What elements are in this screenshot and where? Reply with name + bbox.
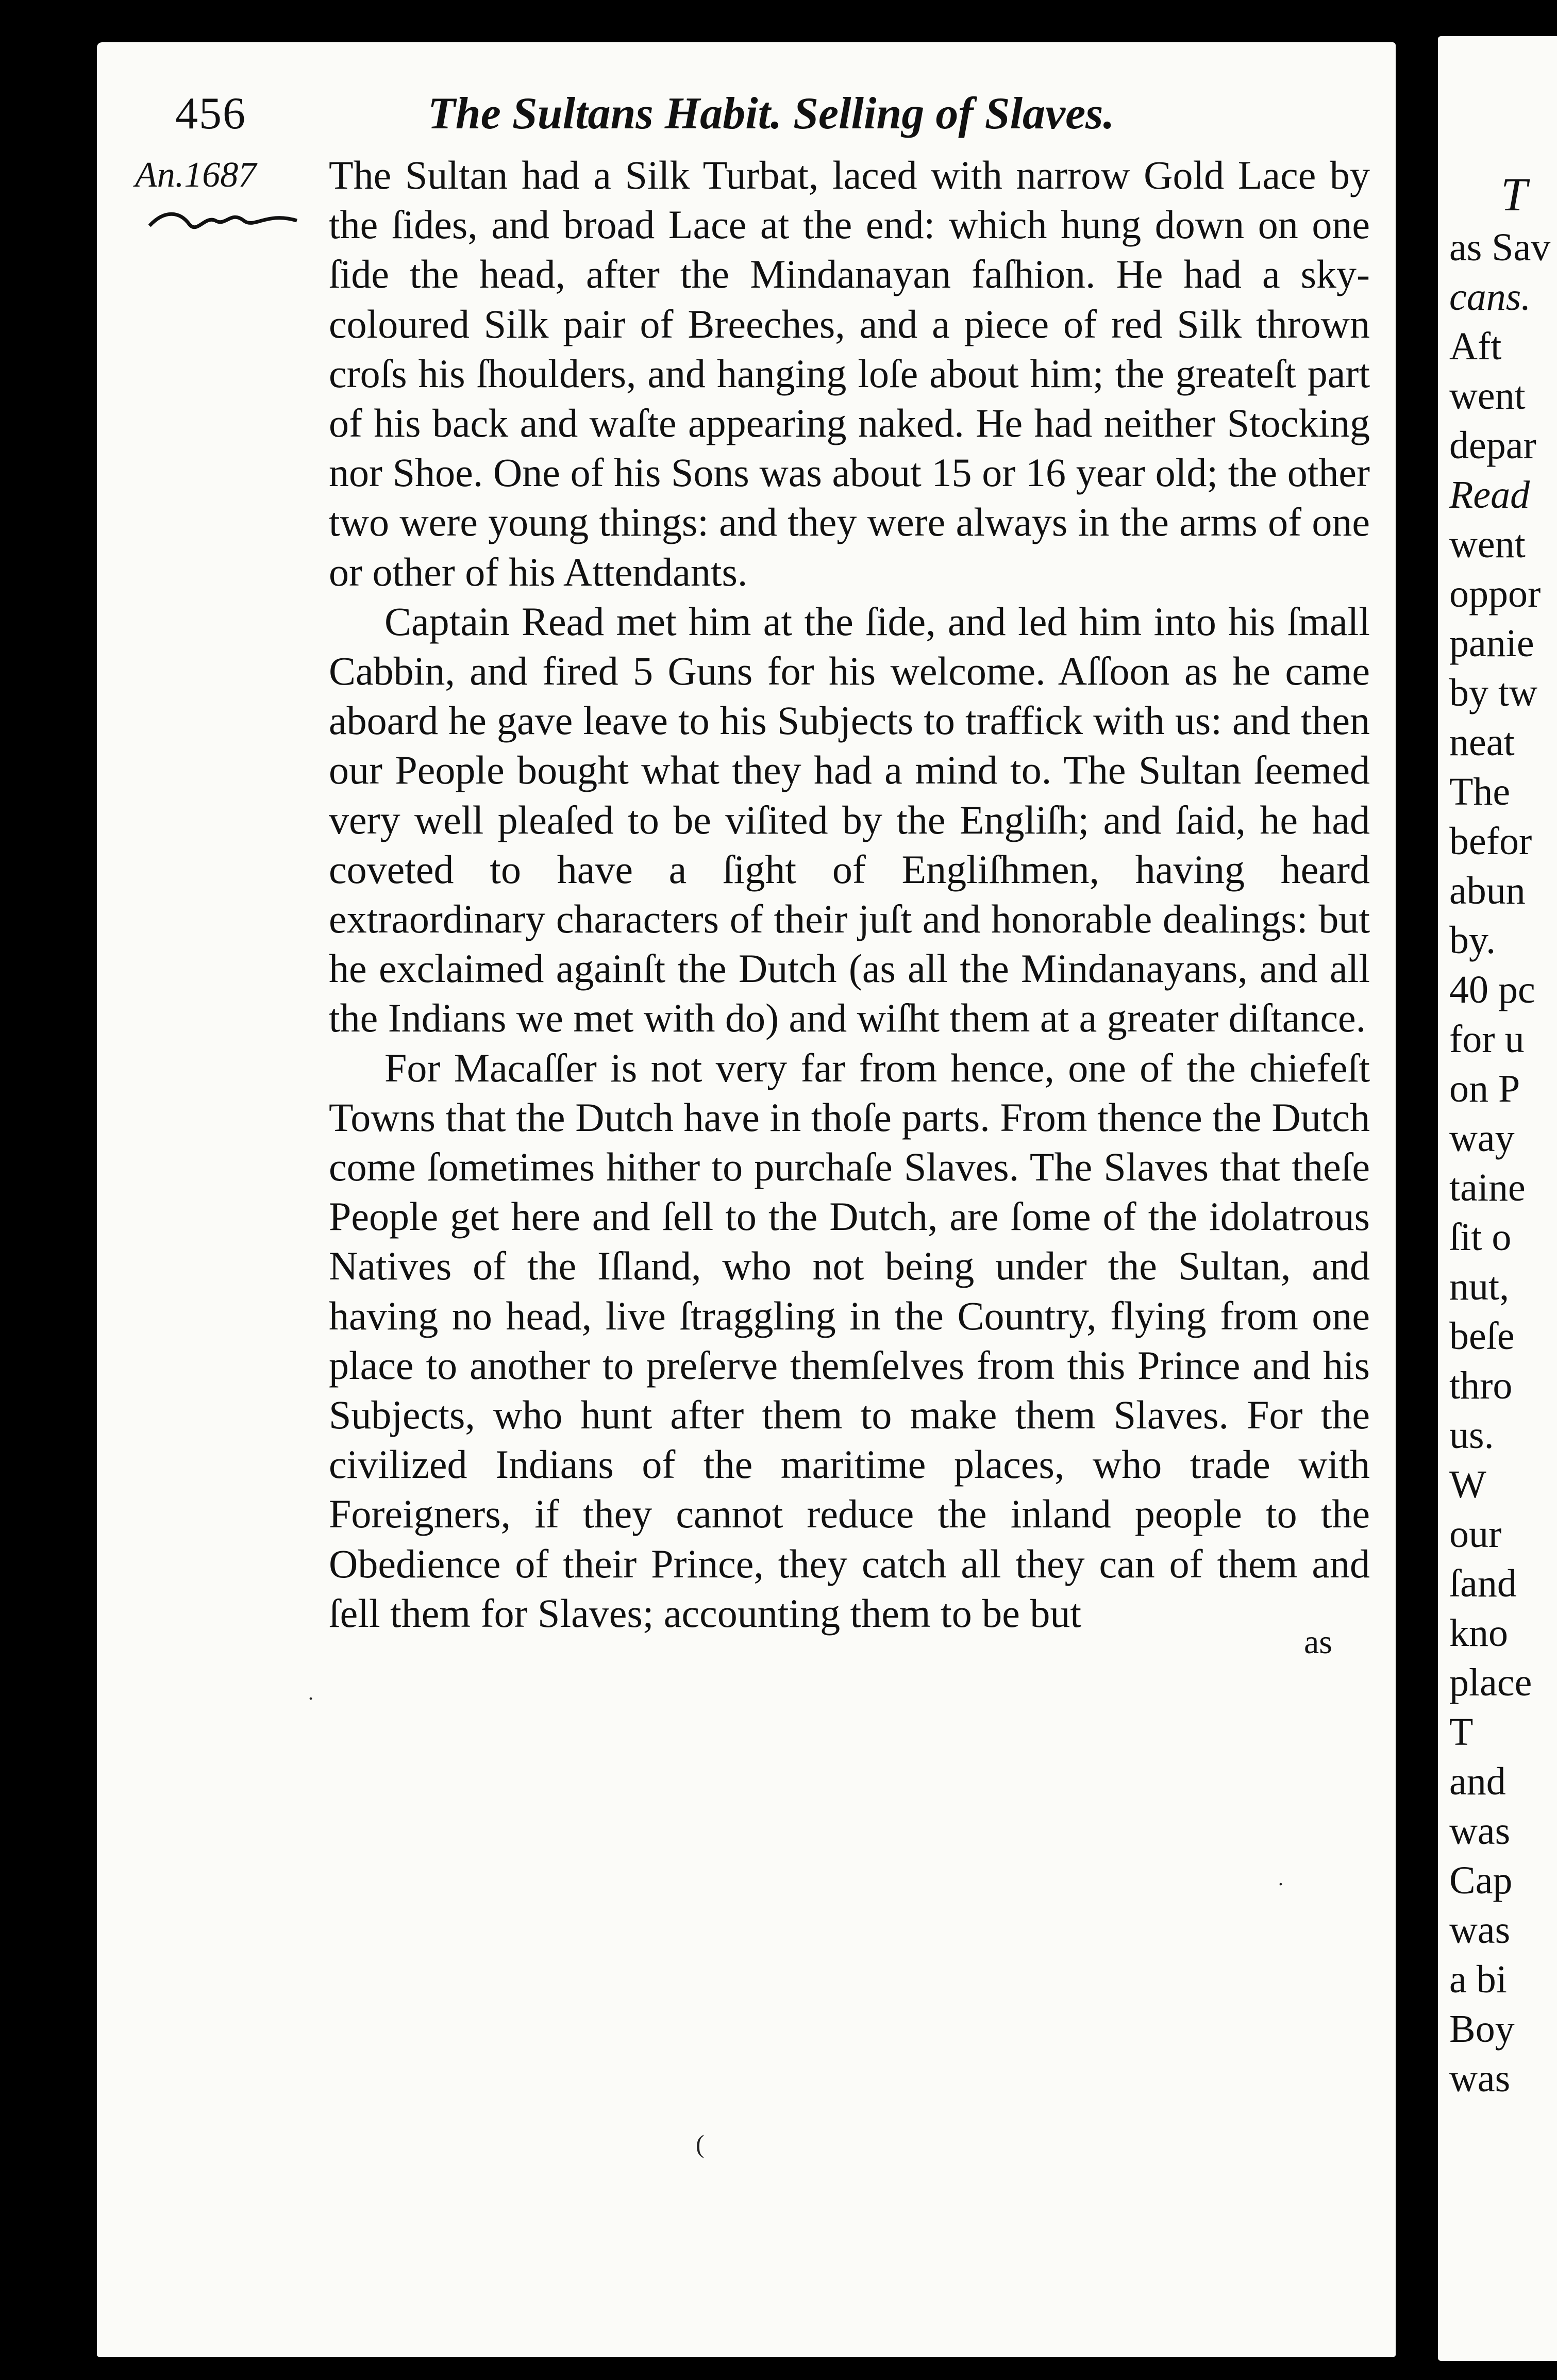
swash-ornament [148, 205, 298, 236]
facing-page [1438, 36, 1557, 2361]
facing-page-text: T as Sav cans. Aft went depar Read went oppor panie by tw neat The befor abun by. 40 pc for u on P way taine ſit o nut, beſe thro us. W our ſand kno place T and was Cap was a bi Boy was [1449, 166, 1550, 2103]
catchword: as [1304, 1623, 1332, 1661]
margin-year: An.1687 [135, 155, 257, 195]
running-title: The Sultans Habit. Selling of Slaves. [428, 89, 1115, 139]
running-header [175, 91, 1412, 137]
body-text [329, 151, 1370, 1638]
paragraph: The Sultan had a Silk Turbat, laced with narrow Gold Lace by the ſides, and broad Lace at the end: which hung down on one ſide the head, after the Mindanayan faſhion. He had a sky-coloured Silk pair of Breeches, and a piece of red Silk thrown croſs his ſhoulders, and hanging loſe about him; the greateſt part of his back and waſte appearing naked. He had neither Stocking nor Shoe. One of his Sons was about 15 or 16 year old; the other two were young things: and they were always in the arms of one or other of his Attendants. [329, 153, 1370, 594]
stray-mark: ( [696, 2129, 705, 2158]
facing-header: T [1501, 168, 1528, 221]
page-number: 456 [175, 89, 246, 139]
stray-mark: . [1278, 1867, 1283, 1890]
paragraph: Captain Read met him at the ſide, and led him into his ſmall Cabbin, and fired 5 Guns for his welcome. Aſſoon as he came aboard he gave leave to his Subjects to traffick with us: and then our People bought what they had a mind to. The Sultan ſeemed very well pleaſed to be viſited by the Engliſh; and ſaid, he had coveted to have a ſight of Engliſhmen, having heard extraordinary characters of their juſt and honorable dealings: but he exclaimed againſt the Dutch (as all the Mindanayans, and all the Indians we met with do) and wiſht them at a greater diſtance. [329, 598, 1370, 1041]
stray-mark: . [308, 1681, 313, 1704]
paragraph: For Macaſſer is not very far from hence, one of the chiefeſt Towns that the Dutch have in thoſe parts. From thence the Dutch come ſometimes hither to purchaſe Slaves. The Slaves that theſe People get here and ſell to the Dutch, are ſome of the idolatrous Natives of the Iſland, who not being under the Sultan, and having no head, live ſtraggling in the Country, flying from one place to another to preſerve themſelves from this Prince and his Subjects, who hunt after them to make them Slaves. For the civilized Indians of the maritime places, who trade with Foreigners, if they cannot reduce the inland people to the Obedience of their Prince, they catch all they can of them and ſell them for Slaves; accounting them to be but [329, 1045, 1370, 1636]
